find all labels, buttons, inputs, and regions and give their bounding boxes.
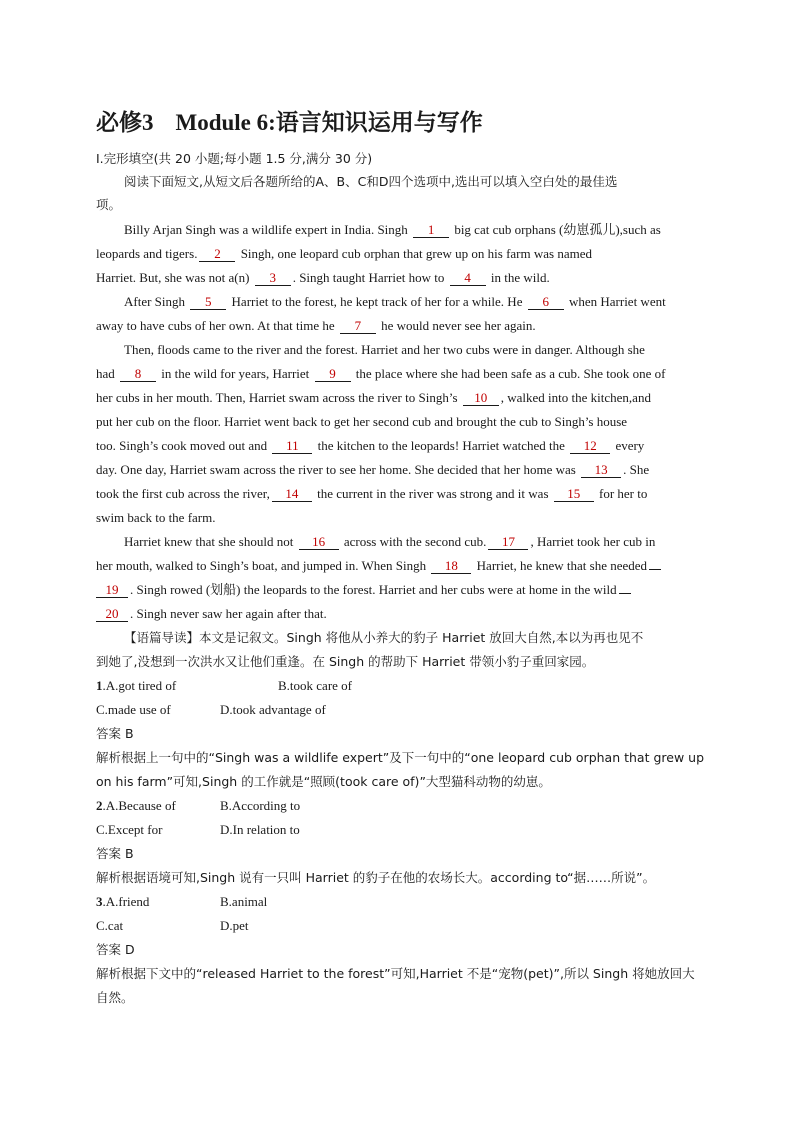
passage-line: 20 . Singh never saw her again after that. (96, 605, 327, 623)
passage-line: swim back to the farm. (96, 510, 216, 525)
blank-19: 19 (96, 583, 128, 598)
title-book: 必修3 (96, 110, 154, 135)
passage-line: Then, floods came to the river and the forest. Harriet and her two cubs were in danger. Although she (124, 342, 645, 357)
instruction-line-2: 项。 (96, 197, 122, 212)
blank-10: 10 (463, 391, 499, 406)
passage-line: had 8 in the wild for years, Harriet 9 the place where she had been safe as a cub. She took one of (96, 366, 666, 381)
guide-line-2: 到她了,没想到一次洪水又让他们重逢。在 Singh 的帮助下 Harriet 带领小豹子重回家园。 (96, 654, 595, 669)
title-module: Module 6:语言知识运用与写作 (175, 110, 483, 135)
passage-line: Billy Arjan Singh was a wildlife expert in India. Singh 1 big cat cub orphans (幼崽孤儿),such as (124, 222, 661, 237)
blank-11: 11 (272, 439, 312, 454)
question-1-explanation-1: 解析根据上一句中的“Singh was a wildlife expert”及下一句中的“one leopard cub orphan that grew up (96, 750, 705, 765)
blank-18: 18 (431, 559, 471, 574)
blank-12: 12 (570, 439, 610, 454)
question-3-answer: 答案 D (96, 942, 135, 957)
passage-line: Harriet. But, she was not a(n) 3 . Singh taught Harriet how to 4 in the wild. (96, 270, 550, 285)
passage-line: After Singh 5 Harriet to the forest, he kept track of her for a while. He 6 when Harriet went (124, 294, 666, 309)
instruction-line-1: 阅读下面短文,从短文后各题所给的A、B、C和D四个选项中,选出可以填入空白处的最佳选 (124, 174, 618, 189)
blank-20: 20 (96, 607, 128, 622)
question-3-options-ab: 3.A.friend B.animal (96, 894, 268, 909)
question-1-options-cd: C.made use of D.took advantage of (96, 702, 326, 717)
question-1-options-ab: 1.A.got tired of B.took care of (96, 678, 353, 693)
section-heading: Ⅰ.完形填空(共 20 小题;每小题 1.5 分,满分 30 分) (96, 151, 373, 166)
question-3-explanation-2: 自然。 (96, 990, 134, 1005)
passage-line: took the first cub across the river, 14 the current in the river was strong and it was 15 for her to (96, 486, 648, 501)
blank-16: 16 (299, 535, 339, 550)
blank-8: 8 (120, 367, 156, 382)
question-3-options-cd: C.cat D.pet (96, 918, 249, 933)
blank-17: 17 (488, 535, 528, 550)
blank-1: 1 (413, 223, 449, 238)
blank-5: 5 (190, 295, 226, 310)
passage-line: day. One day, Harriet swam across the river to see her home. She decided that her home was 13 . She (96, 462, 650, 477)
question-2-answer: 答案 B (96, 846, 134, 861)
blank-7: 7 (340, 319, 376, 334)
question-2-explanation-1: 解析根据语境可知,Singh 说有一只叫 Harriet 的豹子在他的农场长大。according to“据……所说”。 (96, 870, 656, 885)
blank-4: 4 (450, 271, 486, 286)
question-2-options-ab: 2.A.Because of B.According to (96, 798, 301, 813)
blank-14: 14 (272, 487, 312, 502)
question-2-options-cd: C.Except for D.In relation to (96, 822, 300, 837)
blank-13: 13 (581, 463, 621, 478)
blank-9: 9 (315, 367, 351, 382)
question-1-answer: 答案 B (96, 726, 134, 741)
blank-3: 3 (255, 271, 291, 286)
passage-line: put her cub on the floor. Harriet went back to get her second cub and brought the cub to Singh’s house (96, 414, 628, 429)
blank-2: 2 (199, 247, 235, 262)
blank-15: 15 (554, 487, 594, 502)
passage-line: away to have cubs of her own. At that time he 7 he would never see her again. (96, 318, 536, 333)
passage-line: her mouth, walked to Singh’s boat, and jumped in. When Singh 18 Harriet, he knew that she needed (96, 557, 661, 575)
question-1-explanation-2: on his farm”可知,Singh 的工作就是“照顾(took care of)”大型猫科动物的幼崽。 (96, 774, 551, 789)
passage-line: her cubs in her mouth. Then, Harriet swam across the river to Singh’s 10 , walked into the kitchen,and (96, 390, 651, 405)
page-title (96, 104, 483, 137)
passage-line: 19 . Singh rowed (划船) the leopards to the forest. Harriet and her cubs were at home in the wild (96, 581, 631, 599)
passage-line: too. Singh’s cook moved out and 11 the kitchen to the leopards! Harriet watched the 12 every (96, 438, 645, 453)
passage-line: leopards and tigers. 2 Singh, one leopard cub orphan that grew up on his farm was named (96, 246, 592, 261)
question-3-explanation-1: 解析根据下文中的“released Harriet to the forest”可知,Harriet 不是“宠物(pet)”,所以 Singh 将她放回大 (96, 966, 695, 981)
guide-line-1: 【语篇导读】本文是记叙文。Singh 将他从小养大的豹子 Harriet 放回大自然,本以为再也见不 (124, 630, 644, 645)
blank-6: 6 (528, 295, 564, 310)
passage-line: Harriet knew that she should not 16 across with the second cub. 17 , Harriet took her cub in (124, 534, 656, 549)
